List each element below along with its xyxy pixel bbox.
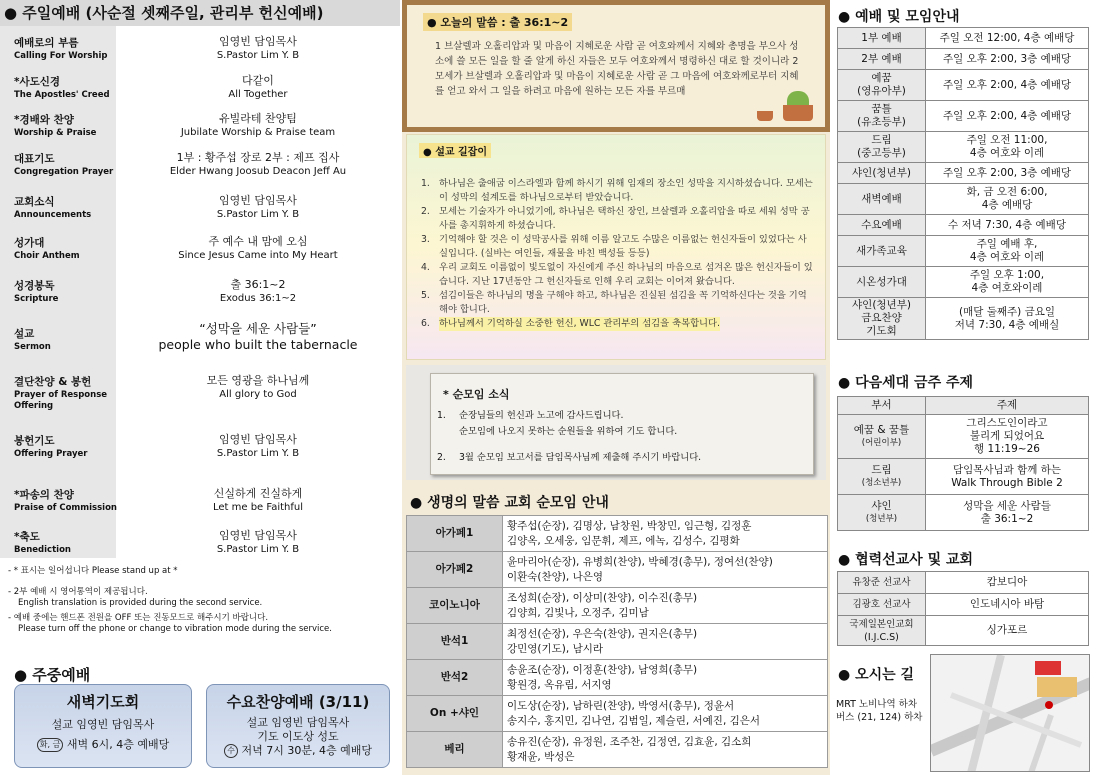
- order-item: [0, 427, 400, 471]
- next-generation-row: [838, 495, 1089, 531]
- worship-schedule-name: 새벽예배: [838, 184, 926, 215]
- worship-schedule-row: [838, 28, 1089, 49]
- order-item-label-en-2: Offering: [14, 401, 54, 411]
- order-item-label: *축도: [14, 531, 40, 543]
- next-header-topic: 주제: [926, 397, 1089, 415]
- missionary-name: 유창준 선교사: [838, 572, 926, 594]
- mission-row: [838, 616, 1089, 646]
- order-item-value-en: All glory to God: [219, 389, 297, 400]
- sermon-point: [421, 317, 815, 331]
- directions-bus: 버스 (21, 124) 하차: [836, 712, 923, 723]
- cell-group-row: [407, 624, 828, 660]
- worship-schedule-time: 주일 오전 12:00, 4층 예배당: [926, 28, 1089, 49]
- order-item-value: 임영빈 담임목사: [219, 433, 297, 446]
- order-item-label-en: Sermon: [14, 342, 51, 352]
- order-item-label-en: Benediction: [14, 545, 71, 555]
- wednesday-time-text: 저녁 7시 30분, 4층 예배당: [241, 744, 372, 757]
- sermon-guide-list: [421, 177, 815, 331]
- order-item: [0, 145, 400, 189]
- order-item-label-en: Congregation Prayer: [14, 167, 114, 177]
- cell-group-members-line1: 윤마리아(순장), 유병희(찬양), 박혜경(총무), 정여선(찬양): [507, 555, 773, 568]
- order-item-value: 신실하게 진실하게: [213, 487, 303, 500]
- sermon-point: [421, 205, 815, 233]
- sermon-point-text: 기억해야 할 것은 이 성막공사를 위해 이름 알고도 수많은 이름없는 헌신자들이 있었다는 사실입니다. (실바는 여인들, 재물을 바친 백성들 등등): [439, 234, 807, 259]
- cell-group-members: [503, 552, 828, 588]
- worship-schedule-row: [838, 298, 1089, 340]
- cell-groups-table: [406, 515, 828, 768]
- order-item-label-en: Worship & Praise: [14, 128, 97, 138]
- order-item-label: 성경봉독: [14, 280, 55, 292]
- cell-news-text: 순모임에 나오지 못하는 순원들을 위하여 기도 합니다.: [459, 426, 678, 437]
- next-generation-topic: 성막을 세운 사람들 출 36:1~2: [926, 495, 1089, 531]
- mission-location: 인도네시아 바탐: [926, 594, 1089, 616]
- order-item-value-en: Exodus 36:1~2: [219, 293, 297, 304]
- worship-schedule-name: 수요예배: [838, 215, 926, 236]
- order-item: [0, 481, 400, 525]
- small-plant-icon: [757, 111, 773, 121]
- order-item: [0, 188, 400, 232]
- order-item-label: 설교: [14, 328, 35, 340]
- worship-schedule-row: [838, 163, 1089, 184]
- cell-news-text: 순장님들의 헌신과 노고에 감사드립니다.: [459, 410, 624, 421]
- worship-schedule-name: 새가족교육: [838, 236, 926, 267]
- wednesday-prayer: 기도 이도상 성도: [257, 730, 339, 743]
- cell-group-name: 베리: [407, 732, 503, 768]
- worship-schedule-time: 주일 예배 후, 4층 여호와 이레: [926, 236, 1089, 267]
- cell-group-members-line2: 강민영(기도), 남시라: [507, 642, 604, 655]
- order-item-value: 임영빈 담임목사: [219, 529, 297, 542]
- sermon-point-number: 6.: [421, 318, 430, 329]
- cell-group-members-line2: 김양옥, 오세웅, 임문휘, 제프, 에녹, 김성수, 김평화: [507, 534, 740, 547]
- order-item-value: 유빌라테 찬양팀: [219, 112, 297, 125]
- order-item-label: 성가대: [14, 237, 45, 249]
- order-item-value-en: S.Pastor Lim Y. B: [216, 50, 300, 61]
- order-item-value-en: S.Pastor Lim Y. B: [216, 448, 300, 459]
- cell-group-members: [503, 696, 828, 732]
- worship-schedule-time: 주일 오후 2:00, 4층 예배당: [926, 70, 1089, 101]
- weekday-worship-title: ● 주중예배: [14, 666, 91, 684]
- map-icon: [931, 655, 1090, 772]
- sunday-worship-title: ● 주일예배 (사순절 셋째주일, 관리부 헌신예배): [0, 0, 400, 26]
- worship-schedule-time: 주일 오후 2:00, 3층 예배당: [926, 49, 1089, 70]
- worship-schedule-row: [838, 236, 1089, 267]
- order-item-label: 대표기도: [14, 153, 55, 165]
- worship-schedule-name: 1부 예배: [838, 28, 926, 49]
- worship-schedule-row: [838, 132, 1089, 163]
- cell-group-name: 반석1: [407, 624, 503, 660]
- cell-group-row: [407, 552, 828, 588]
- missions-title: ● 협력선교사 및 교회: [838, 552, 974, 568]
- sermon-point-number: 5.: [421, 290, 430, 301]
- cell-group-row: [407, 588, 828, 624]
- cell-group-members-line1: 조성희(순장), 이상미(찬양), 이수진(총무): [507, 591, 698, 604]
- worship-schedule-name: 샤인(청년부): [838, 163, 926, 184]
- sunday-worship-section: [0, 0, 400, 775]
- cell-news-item: [437, 450, 813, 466]
- cell-group-members: [503, 516, 828, 552]
- sermon-point-text: 우리 교회도 이름없이 빛도없이 자신에게 주신 하나님의 마음으로 섬겨온 많은 헌신자들이 있습니다. 지난 17년동안 그 헌신자들로 인해 우리 교회는 이어져 왔습니다.: [439, 262, 813, 287]
- mission-row: [838, 572, 1089, 594]
- order-item: [0, 106, 400, 150]
- next-generation-dept: [838, 459, 926, 495]
- order-item-value-en: S.Pastor Lim Y. B: [216, 544, 300, 555]
- cell-news-title: * 순모임 소식: [443, 388, 510, 401]
- cell-news-number: 1.: [437, 410, 446, 421]
- order-item-label: *경배와 찬양: [14, 114, 74, 126]
- worship-schedule-name: 샤인(청년부) 금요찬양 기도회: [838, 298, 926, 340]
- cell-group-members-line1: 황주섭(순장), 김명상, 남창원, 박창민, 임근형, 김정훈: [507, 519, 752, 532]
- order-item-value: 1부 : 황주섭 장로 2부 : 제프 집사: [176, 151, 340, 164]
- order-item-label-en: Announcements: [14, 210, 92, 220]
- worship-schedule-row: [838, 70, 1089, 101]
- note-translation: - 2부 예배 시 영어통역이 제공됩니다.: [8, 587, 148, 597]
- sermon-guide-title: ● 설교 길잡이: [419, 143, 491, 158]
- order-item-value: 출 36:1~2: [230, 278, 286, 291]
- cell-group-members-line1: 이도상(순장), 남하린(찬양), 박영서(총무), 정윤서: [507, 699, 735, 712]
- order-item: [0, 229, 400, 273]
- note-translation-en: English translation is provided during the second service.: [18, 598, 263, 608]
- wednesday-worship-card: [206, 684, 390, 768]
- sermon-point: [421, 261, 815, 289]
- order-item-label: 교회소식: [14, 196, 55, 208]
- order-item-label-en: Choir Anthem: [14, 251, 80, 261]
- right-column: [832, 0, 1096, 775]
- directions-text: [836, 698, 922, 724]
- order-item-value: 모든 영광을 하나님께: [206, 374, 310, 387]
- cell-group-members: [503, 624, 828, 660]
- order-item-value: “성막을 세운 사람들”: [199, 321, 317, 336]
- location-map: [930, 654, 1090, 772]
- next-generation-dept: [838, 415, 926, 459]
- cell-group-row: [407, 660, 828, 696]
- order-item-value-en: All Together: [228, 89, 288, 100]
- worship-schedule-name: 시온성가대: [838, 267, 926, 298]
- order-item-label-en: Scripture: [14, 294, 59, 304]
- worship-schedule-time: 수 저녁 7:30, 4층 예배당: [926, 215, 1089, 236]
- mission-location: 싱가포르: [926, 616, 1089, 646]
- todays-word-text: 1 브살렐과 오홀리압과 및 마음이 지혜로운 사람 곧 여호와께서 지혜와 총명을 부으사 성소에 쓸 모든 일을 할 줄 알게 하신 자들은 모두 여호와께서 명령하신 대로 할 것이니라 2 모세가 브살렐과 오홀리압과 및 마음이 지혜로운 사람 곧 그 마음에 여호와께로부터 지혜를 얻고 와서 그 일을 하려고 마음에 원하는 모든 자를 부르매: [435, 41, 799, 97]
- missionary-name: 김광호 선교사: [838, 594, 926, 616]
- cell-group-members-line1: 송유진(순장), 유정원, 조주찬, 김정연, 김효윤, 김소희: [507, 735, 752, 748]
- worship-schedule-name: 꿈틀 (유초등부): [838, 101, 926, 132]
- cell-group-name: On +샤인: [407, 696, 503, 732]
- worship-schedule-time: 주일 오후 2:00, 4층 예배당: [926, 101, 1089, 132]
- cell-group-members: [503, 660, 828, 696]
- cell-news-card: [430, 373, 814, 475]
- order-item: [0, 320, 400, 364]
- order-item-value: 임영빈 담임목사: [219, 35, 297, 48]
- order-item-label: 봉헌기도: [14, 435, 55, 447]
- order-item-label-en: Praise of Commission: [14, 503, 117, 513]
- sermon-point-text: 하나님께서 기억하실 소중한 헌신, WLC 관리부의 섬김을 축복합니다.: [439, 318, 720, 329]
- worship-schedule-row: [838, 101, 1089, 132]
- next-dept-sub: (청소년부): [861, 477, 902, 488]
- next-generation-dept: [838, 495, 926, 531]
- wednesday-worship-title: 수요찬양예배 (3/11): [226, 693, 370, 711]
- cell-group-members-line2: 송지수, 홍지민, 김나연, 김범일, 제슬린, 서예진, 김은서: [507, 714, 761, 727]
- worship-schedule-name: 2부 예배: [838, 49, 926, 70]
- sermon-guide-box: [406, 134, 826, 360]
- cell-group-row: [407, 696, 828, 732]
- missions-table: [837, 571, 1089, 646]
- todays-word-board: [402, 0, 830, 132]
- order-item-label: 결단찬양 & 봉헌: [14, 376, 92, 388]
- worship-schedule-time: 주일 오후 1:00, 4층 여호와이레: [926, 267, 1089, 298]
- worship-schedule-name: 드림 (중고등부): [838, 132, 926, 163]
- cell-group-members-line2: 황재윤, 박성은: [507, 750, 575, 763]
- dawn-prayer-card: [14, 684, 192, 768]
- worship-schedule-time: 주일 오후 2:00, 3층 예배당: [926, 163, 1089, 184]
- cell-news-number: [437, 424, 459, 440]
- next-dept-sub: (청년부): [865, 513, 898, 524]
- note-phone-en: Please turn off the phone or change to vibration mode during the service.: [18, 624, 332, 634]
- order-item-value: 주 예수 내 맘에 오심: [208, 235, 308, 248]
- order-item: [0, 368, 400, 412]
- worship-schedule-time: 화, 금 오전 6:00, 4층 예배당: [926, 184, 1089, 215]
- directions-title: ● 오시는 길: [838, 667, 915, 683]
- middle-column: [402, 0, 830, 775]
- order-item-label: *사도신경: [14, 76, 61, 88]
- mission-row: [838, 594, 1089, 616]
- next-dept-name: 예꿈 & 꿈틀: [853, 423, 910, 436]
- worship-schedule-row: [838, 215, 1089, 236]
- next-generation-topic: 담임목사님과 함께 하는 Walk Through Bible 2: [926, 459, 1089, 495]
- cell-groups-title: ● 생명의 말씀 교회 순모임 안내: [410, 495, 609, 511]
- cell-group-members: [503, 732, 828, 768]
- cell-group-row: [407, 732, 828, 768]
- cell-news-item: [437, 424, 813, 440]
- next-generation-row: [838, 415, 1089, 459]
- sermon-point-text: 하나님은 출애굽 이스라엘과 함께 하시기 위해 임재의 장소인 성막을 지시하셨습니다. 모세는 이 성막의 설계도를 하나님으로부터 받았습니다.: [439, 178, 813, 203]
- order-item-label: 예배로의 부름: [14, 37, 79, 49]
- cactus-icon: [787, 91, 809, 105]
- sermon-point-number: 2.: [421, 206, 430, 217]
- sermon-point-number: 1.: [421, 178, 430, 189]
- dawn-prayer-preacher: 설교 임영빈 담임목사: [51, 718, 155, 731]
- wednesday-time: [207, 744, 389, 758]
- dawn-prayer-title: 새벽기도회: [66, 693, 140, 711]
- worship-schedule-name: 예꿈 (영유아부): [838, 70, 926, 101]
- order-item-value-en: S.Pastor Lim Y. B: [216, 209, 300, 220]
- worship-notes: [8, 566, 398, 639]
- order-item-value-en: Since Jesus Came into My Heart: [178, 250, 338, 261]
- cell-group-name: 코이노니아: [407, 588, 503, 624]
- worship-schedule-row: [838, 267, 1089, 298]
- note-phone: - 예배 중에는 핸드폰 전원을 OFF 또는 진동모드로 해주시기 바랍니다.: [8, 613, 269, 623]
- days-badge-icon: 화, 금: [37, 738, 64, 752]
- order-item-value: 다같이: [242, 74, 274, 87]
- wednesday-preacher: 설교 임영빈 담임목사: [246, 716, 350, 729]
- todays-word-title: ● 오늘의 말씀 : 출 36:1~2: [423, 13, 572, 31]
- next-dept-name: 샤인: [871, 499, 892, 512]
- next-generation-row: [838, 459, 1089, 495]
- order-item-label-en: Offering Prayer: [14, 449, 88, 459]
- next-generation-topic: 그리스도인이라고 불리게 되었어요 행 11:19~26: [926, 415, 1089, 459]
- worship-schedule-table: [837, 27, 1089, 340]
- order-item-label-en: Prayer of Response: [14, 390, 108, 400]
- cell-news-item: [437, 408, 813, 424]
- next-header-dept: 부서: [838, 397, 926, 415]
- order-item-value-en: Let me be Faithful: [212, 502, 304, 513]
- sermon-point: [421, 233, 815, 261]
- cell-group-name: 아가페1: [407, 516, 503, 552]
- sermon-point-number: 3.: [421, 234, 430, 245]
- cell-group-name: 아가페2: [407, 552, 503, 588]
- cell-group-members-line1: 최정선(순장), 우은숙(찬양), 권지은(총무): [507, 627, 698, 640]
- cell-group-row: [407, 516, 828, 552]
- next-generation-table: [837, 396, 1089, 531]
- cell-news-list: [437, 408, 813, 466]
- cell-group-members-line2: 김양희, 김빛나, 오정주, 김미남: [507, 606, 649, 619]
- cell-news-number: 2.: [437, 452, 446, 463]
- mission-location: 캄보디아: [926, 572, 1089, 594]
- cell-news-section: [406, 365, 826, 480]
- worship-schedule-row: [838, 49, 1089, 70]
- sermon-point-number: 4.: [421, 262, 430, 273]
- note-stand: - * 표시는 일어섭니다 Please stand up at *: [8, 566, 178, 576]
- order-item-label-en: The Apostles' Creed: [14, 90, 110, 100]
- worship-schedule-time: (매달 둘째주) 금요일 저녁 7:30, 4층 예배실: [926, 298, 1089, 340]
- order-item-value-en: Elder Hwang Joosub Deacon Jeff Au: [169, 166, 347, 177]
- worship-schedule-row: [838, 184, 1089, 215]
- next-dept-sub: (어린이부): [861, 437, 902, 448]
- cell-group-name: 반석2: [407, 660, 503, 696]
- next-generation-title: ● 다음세대 금주 주제: [838, 375, 974, 391]
- day-badge-icon: 수: [224, 744, 238, 758]
- sermon-point-text: 섬김이들은 하나님의 명을 구해야 하고, 하나님은 진실된 섬김을 꼭 기억하신다는 것을 기억해야 합니다.: [439, 290, 807, 315]
- dawn-prayer-time: [15, 738, 191, 752]
- cell-group-members-line2: 이환숙(찬양), 나은영: [507, 570, 604, 583]
- cell-group-members: [503, 588, 828, 624]
- order-item-value-en: people who built the tabernacle: [158, 337, 358, 352]
- next-dept-name: 드림: [871, 463, 892, 476]
- cactus-pot-icon: [783, 105, 813, 121]
- sermon-point-text: 모세는 기술자가 아니었기에, 하나님은 택하신 장인, 브살렐과 오홀리압을 따로 세워 성막 공사를 총지휘하게 하셨습니다.: [439, 206, 810, 231]
- sermon-point: [421, 289, 815, 317]
- cell-group-members-line2: 황원경, 옥유림, 서지영: [507, 678, 612, 691]
- cell-group-members-line1: 송윤조(순장), 이정훈(찬양), 남영희(총무): [507, 663, 698, 676]
- order-item: [0, 272, 400, 316]
- order-item-value-en: Jubilate Worship & Praise team: [180, 127, 336, 138]
- next-generation-header: [838, 397, 1089, 415]
- order-item-value: 임영빈 담임목사: [219, 194, 297, 207]
- order-item-label-en: Calling For Worship: [14, 51, 108, 61]
- dawn-prayer-time-text: 새벽 6시, 4층 예배당: [66, 738, 170, 751]
- order-item: [0, 523, 400, 567]
- worship-schedule-time: 주일 오전 11:00, 4층 여호와 이레: [926, 132, 1089, 163]
- cell-news-text: 3월 순모임 보고서를 담임목사님께 제출해 주시기 바랍니다.: [459, 452, 702, 463]
- sermon-point: [421, 177, 815, 205]
- order-item: [0, 29, 400, 73]
- directions-mrt: MRT 노비나역 하차: [836, 699, 918, 710]
- missionary-name: 국제일본인교회 (I.J.C.S): [838, 616, 926, 646]
- worship-schedule-title: ● 예배 및 모임안내: [838, 9, 960, 25]
- order-item-label: *파송의 찬양: [14, 489, 74, 501]
